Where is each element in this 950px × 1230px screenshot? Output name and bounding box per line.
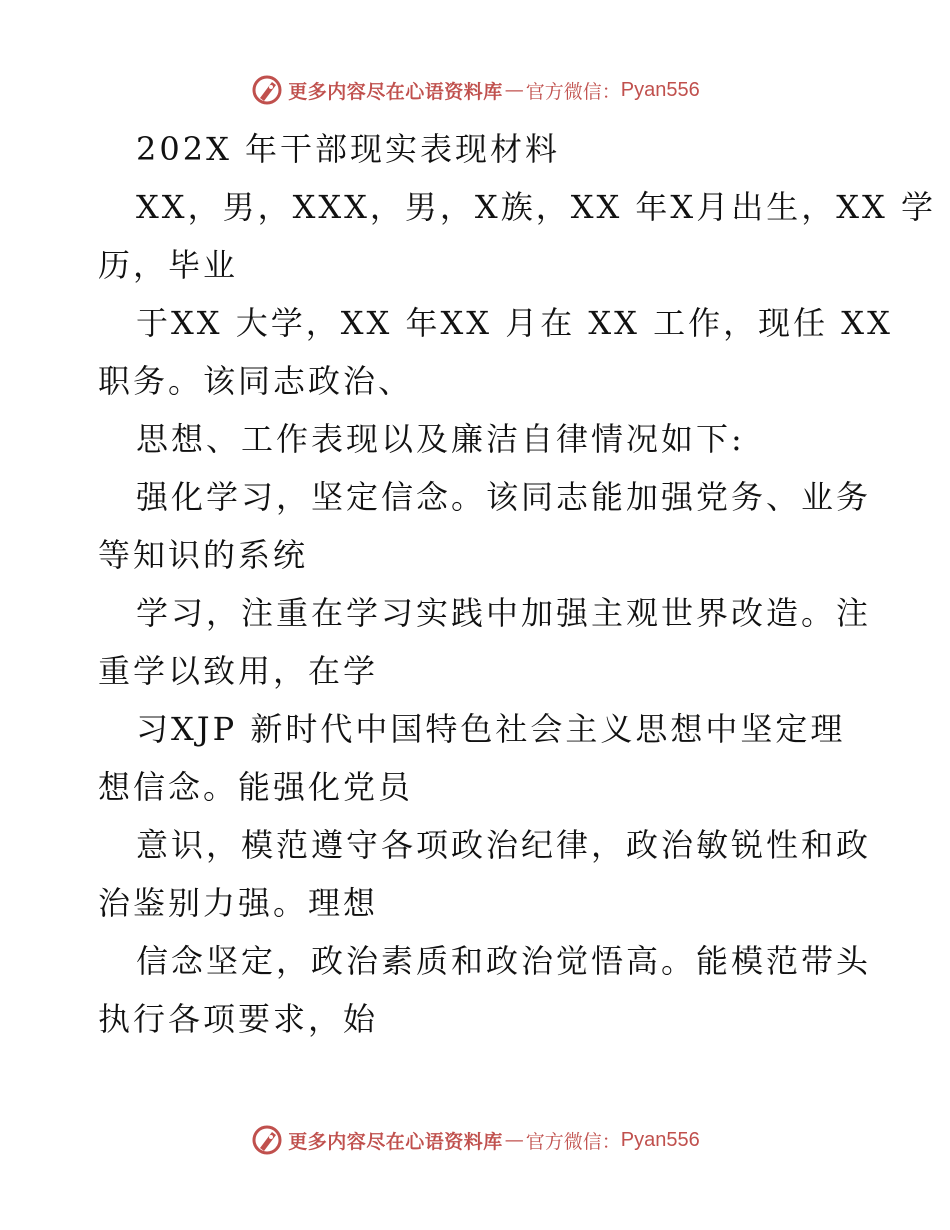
document-line: 信念坚定，政治素质和政治觉悟高。能模范带头 xyxy=(136,942,872,980)
document-line: 等知识的系统 xyxy=(98,536,309,574)
banner-dash: — xyxy=(504,79,524,101)
document-line: XX，男，XXX，男，X族，XX 年X月出生，XX 学 xyxy=(136,188,936,226)
document-body xyxy=(98,120,936,1048)
document-line: 意识，模范遵守各项政治纪律，政治敏锐性和政 xyxy=(136,826,872,864)
document-line: 历，毕业 xyxy=(98,246,239,284)
document-line: 202X 年干部现实表现材料 xyxy=(136,130,561,168)
banner-wechat-id: Pyan556 xyxy=(620,78,700,101)
document-line: 习XJP 新时代中国特色社会主义思想中坚定理 xyxy=(136,710,846,748)
document-line: 执行各项要求，始 xyxy=(98,1000,379,1038)
banner-wechat-id: Pyan556 xyxy=(620,1128,700,1151)
banner-dash: — xyxy=(504,1129,524,1151)
document-line: 职务。该同志政治、 xyxy=(98,362,414,400)
banner-text: 更多内容尽在心语资料库 xyxy=(288,80,503,103)
document-line: 思想、工作表现以及廉洁自律情况如下: xyxy=(136,420,745,458)
header-watermark-banner xyxy=(0,70,950,110)
document-line: 学习，注重在学习实践中加强主观世界改造。注 xyxy=(136,594,872,632)
document-line: 于XX 大学，XX 年XX 月在 XX 工作，现任 XX xyxy=(136,304,893,342)
banner-subtext: 官方微信： xyxy=(525,1130,621,1153)
pen-nib-icon xyxy=(250,73,284,107)
banner-text: 更多内容尽在心语资料库 xyxy=(288,1130,503,1153)
document-line: 强化学习，坚定信念。该同志能加强党务、业务 xyxy=(136,478,872,516)
banner-subtext: 官方微信： xyxy=(525,80,621,103)
document-line: 治鉴别力强。理想 xyxy=(98,884,379,922)
document-line: 想信念。能强化党员 xyxy=(98,768,414,806)
footer-watermark-banner xyxy=(0,1120,950,1160)
pen-nib-icon xyxy=(250,1123,284,1157)
document-line: 重学以致用，在学 xyxy=(98,652,379,690)
